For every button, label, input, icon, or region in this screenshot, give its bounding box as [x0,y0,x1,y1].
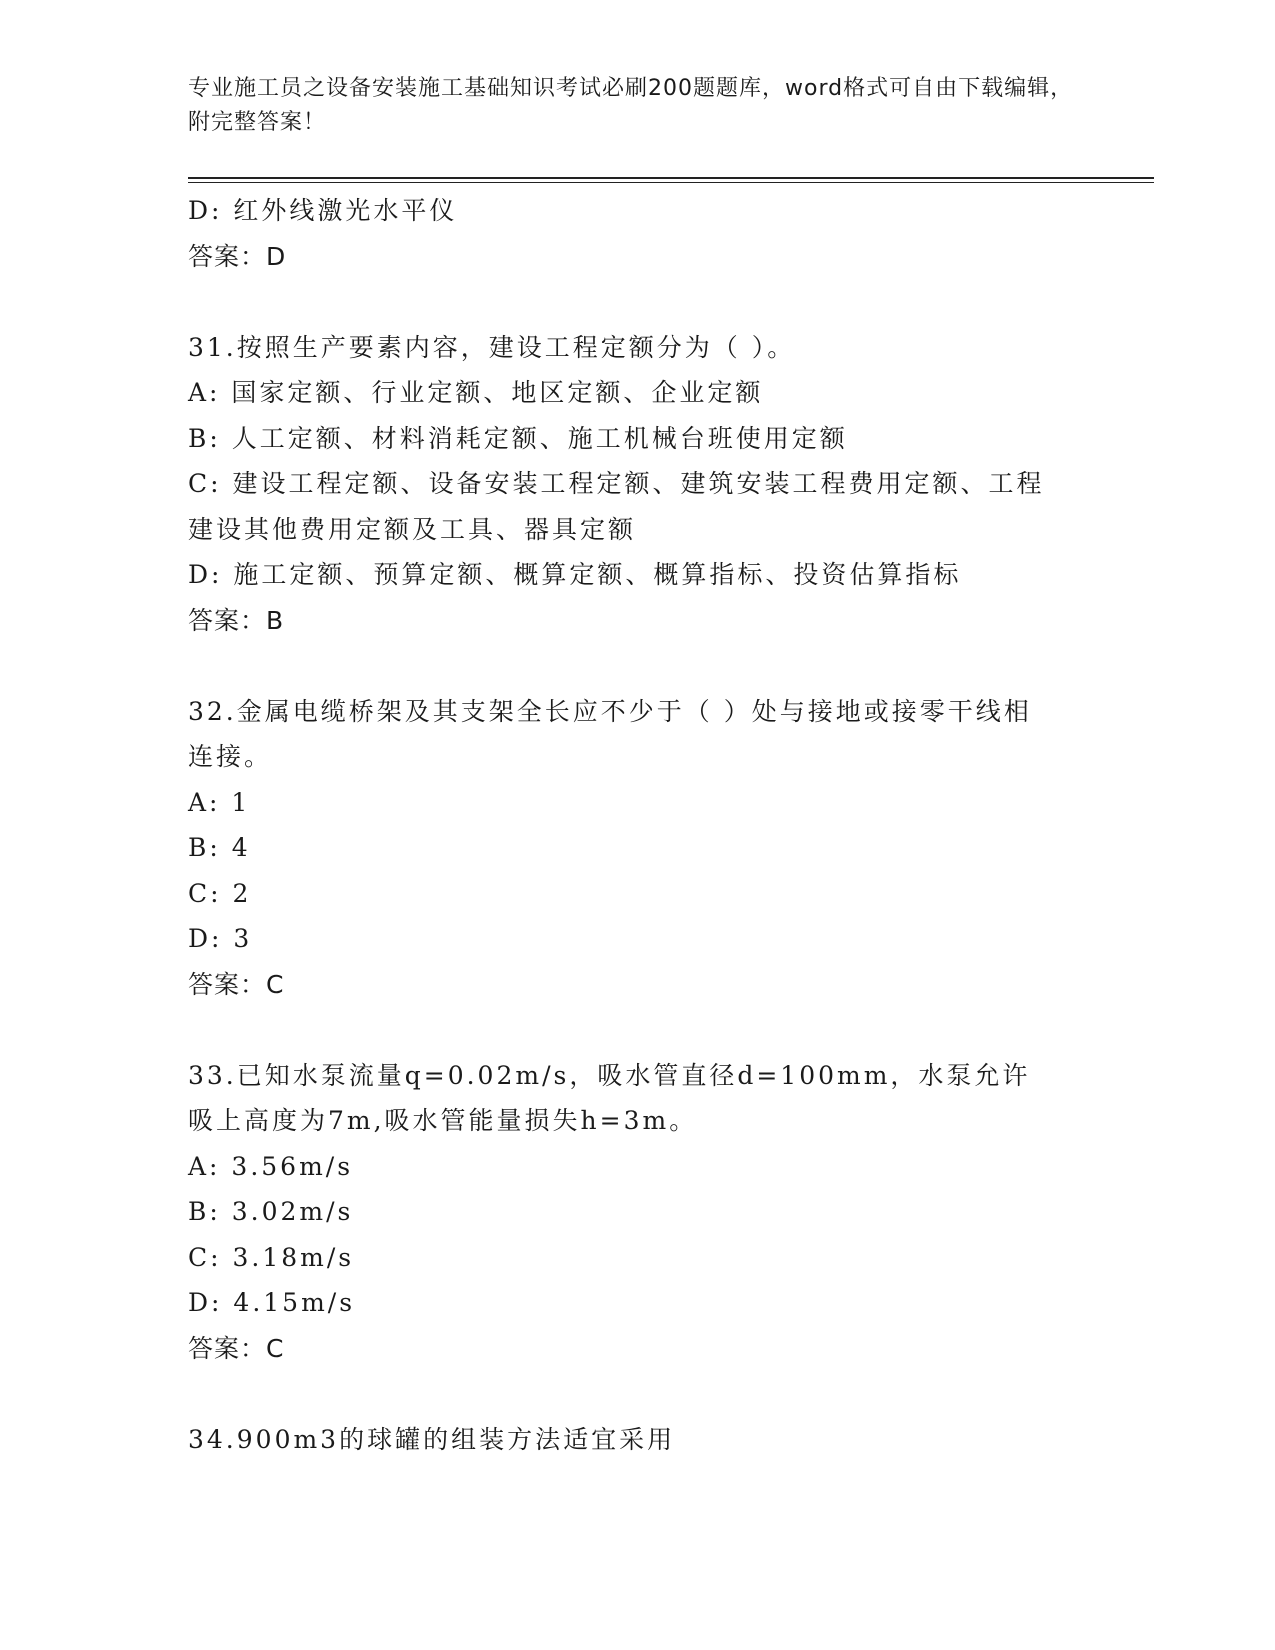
option-c: C: 建设工程定额、设备安装工程定额、建筑安装工程费用定额、工程建设其他费用定额及工具、器具定额 [188,469,1045,544]
question-stem: 31.按照生产要素内容，建设工程定额分为（ ）。 [188,332,796,362]
question-31 [188,325,1088,644]
answer: 答案：B [188,605,285,635]
answer: 答案：C [188,1333,285,1363]
answer: 答案：C [188,969,285,999]
answer: 答案：D [188,241,287,271]
document-header: 专业施工员之设备安装施工基础知识考试必刷200题题库，word格式可自由下载编辑，附完整答案！ [188,76,1074,135]
question-stem: 33.已知水泵流量q=0.02m/s，吸水管直径d=100mm，水泵允许吸上高度为7m,吸水管能量损失h=3m。 [188,1060,1031,1135]
question-32 [188,689,1088,1008]
option-c: C: 2 [188,878,252,908]
option-b: B: 3.02m/s [188,1197,354,1226]
question-33 [188,1053,1088,1372]
option-d: D: 3 [188,924,253,953]
option-c: C: 3.18m/s [188,1242,355,1272]
question-stem: 34.900m3的球罐的组装方法适宜采用 [188,1424,676,1454]
option-a: A: 3.56m/s [188,1151,354,1181]
option-d: D: 施工定额、预算定额、概算定额、概算指标、投资估算指标 [188,560,962,589]
option-d: D: 4.15m/s [188,1288,356,1317]
option-a: A: 国家定额、行业定额、地区定额、企业定额 [188,378,764,407]
option-b: B: 人工定额、材料消耗定额、施工机械台班使用定额 [188,423,848,453]
option-a: A: 1 [188,787,251,817]
header-divider-thick [188,177,1154,179]
option-d: D: 红外线激光水平仪 [188,196,458,225]
header-divider-thin [188,182,1154,183]
question-34 [188,1417,1088,1463]
option-b: B: 4 [188,833,251,862]
question-list [188,188,1088,1462]
question-stem: 32.金属电缆桥架及其支架全长应不少于（ ）处与接地或接零干线相连接。 [188,696,1032,771]
